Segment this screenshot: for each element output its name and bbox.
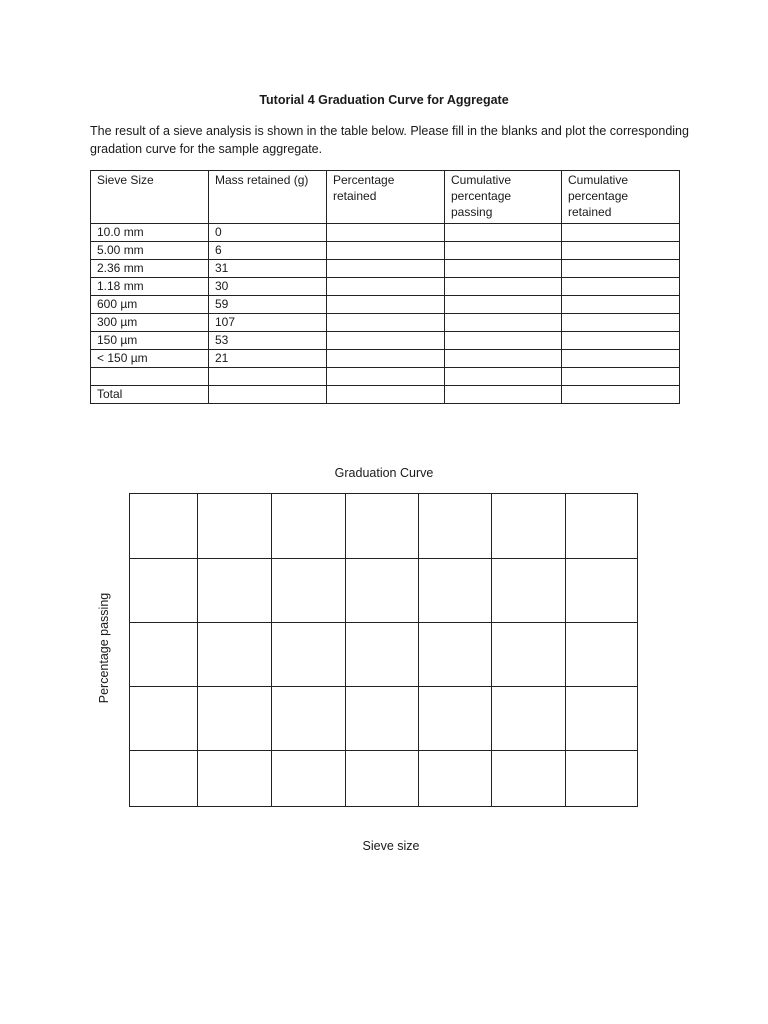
cumulative-retained-blank [562,314,680,332]
cumulative-passing-blank [445,314,562,332]
mass-retained-cell: 30 [209,278,327,296]
total-label-cell: Total [91,386,209,404]
cumulative-passing-blank [445,242,562,260]
header-cumulative-passing: Cumulative percentage passing [445,171,562,224]
sieve-size-cell: 5.00 mm [91,242,209,260]
sieve-size-cell: 300 µm [91,314,209,332]
table-row-empty [91,368,680,386]
table-row [91,224,680,242]
sieve-size-cell: 10.0 mm [91,224,209,242]
cumulative-retained-blank [562,350,680,368]
grid-border [130,494,638,807]
table-row [91,332,680,350]
header-cumulative-retained: Cumulative percentage retained [562,171,680,224]
total-cumulative-retained-blank [562,386,680,404]
percentage-retained-blank [327,260,445,278]
sieve-size-cell: < 150 µm [91,350,209,368]
cumulative-passing-blank [445,350,562,368]
cumulative-retained-blank [562,224,680,242]
cumulative-passing-blank [445,368,562,386]
mass-retained-cell: 59 [209,296,327,314]
table-row-total [91,386,680,404]
x-axis-label: Sieve size [362,839,420,853]
percentage-retained-blank [327,242,445,260]
mass-retained-cell: 31 [209,260,327,278]
percentage-retained-blank [327,314,445,332]
mass-retained-cell [209,368,327,386]
cumulative-passing-blank [445,278,562,296]
table-header-row [91,171,680,224]
sieve-size-cell [91,368,209,386]
instructions-paragraph: The result of a sieve analysis is shown in the table below. Please fill in the blanks and plot the corresponding gradation curve for the sample aggregate. [90,124,689,156]
sieve-size-cell: 600 µm [91,296,209,314]
sieve-size-cell: 150 µm [91,332,209,350]
cumulative-retained-blank [562,368,680,386]
total-mass-blank [209,386,327,404]
cumulative-passing-blank [445,260,562,278]
cumulative-passing-blank [445,296,562,314]
mass-retained-cell: 107 [209,314,327,332]
graph-grid [129,493,639,808]
percentage-retained-blank [327,350,445,368]
header-percentage-retained: Percentage retained [327,171,445,224]
cumulative-passing-blank [445,332,562,350]
percentage-retained-blank [327,332,445,350]
mass-retained-cell: 6 [209,242,327,260]
table-row [91,260,680,278]
table-row [91,242,680,260]
cumulative-passing-blank [445,224,562,242]
table-row [91,278,680,296]
chart-title: Graduation Curve [334,466,434,480]
percentage-retained-blank [327,224,445,242]
mass-retained-cell: 0 [209,224,327,242]
page-title: Tutorial 4 Graduation Curve for Aggregate [259,93,509,107]
header-mass-retained: Mass retained (g) [209,171,327,224]
cumulative-retained-blank [562,332,680,350]
y-axis-label: Percentage passing [97,592,111,704]
sieve-size-cell: 2.36 mm [91,260,209,278]
mass-retained-cell: 21 [209,350,327,368]
percentage-retained-blank [327,368,445,386]
cumulative-retained-blank [562,260,680,278]
total-percentage-blank [327,386,445,404]
cumulative-retained-blank [562,296,680,314]
sieve-size-cell: 1.18 mm [91,278,209,296]
percentage-retained-blank [327,296,445,314]
header-sieve-size: Sieve Size [91,171,209,224]
total-cumulative-passing-blank [445,386,562,404]
table-row [91,314,680,332]
mass-retained-cell: 53 [209,332,327,350]
cumulative-retained-blank [562,278,680,296]
cumulative-retained-blank [562,242,680,260]
sieve-analysis-table [90,170,680,404]
table-row [91,350,680,368]
table-row [91,296,680,314]
percentage-retained-blank [327,278,445,296]
